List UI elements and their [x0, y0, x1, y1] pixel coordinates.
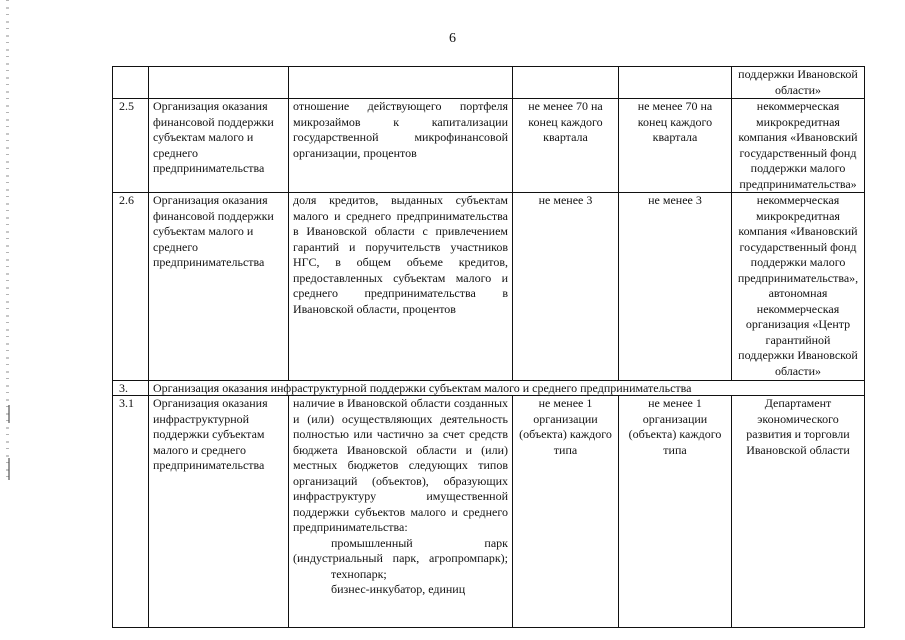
- section-header-row: [113, 381, 865, 396]
- cell-indicator: [289, 396, 513, 628]
- cell-responsible: некоммерческая микрокредитная компания «Ивановский государственный фонд поддержки малого предпринимательства»: [732, 99, 865, 193]
- cell-responsible: Департамент экономического развития и торговли Ивановской области: [732, 396, 865, 628]
- section-title: Организация оказания инфраструктурной поддержки субъектам малого и среднего предпринимательства: [149, 381, 865, 396]
- scan-margin-mark: [8, 405, 10, 423]
- cell-num: 3.1: [113, 396, 149, 628]
- indicator-item: (индустриальный парк, агропромпарк);: [293, 551, 508, 565]
- cell-responsible: поддержки Ивановской области»: [732, 67, 865, 99]
- cell-value1: не менее 1 организации (объекта) каждого типа: [513, 396, 619, 628]
- cell-indicator: [289, 67, 513, 99]
- cell-value2: не менее 70 на конец каждого квартала: [619, 99, 732, 193]
- cell-value1: не менее 3: [513, 193, 619, 381]
- indicators-table: [112, 66, 865, 628]
- table-row: [113, 193, 865, 381]
- table-row: [113, 99, 865, 193]
- cell-value1: [513, 67, 619, 99]
- cell-indicator: доля кредитов, выданных субъектам малого и среднего предпринимательства в Ивановской области с привлечением гарантий и поручительств участников НГС, в общем объеме кредитов, предоставленных субъектам малого и среднего предпринимательства в Ивановской области, процентов: [289, 193, 513, 381]
- indicator-item: бизнес-инкубатор, единиц: [331, 582, 466, 596]
- cell-num: [113, 67, 149, 99]
- cell-name: [149, 67, 289, 99]
- cell-value2: не менее 3: [619, 193, 732, 381]
- cell-responsible: некоммерческая микрокредитная компания «Ивановский государственный фонд поддержки малого предпринимательства», автономная некоммерческая организация «Центр гарантийной поддержки Ивановской области»: [732, 193, 865, 381]
- cell-value1: не менее 70 на конец каждого квартала: [513, 99, 619, 193]
- cell-name: Организация оказания финансовой поддержки субъектам малого и среднего предпринимательства: [149, 99, 289, 193]
- cell-name: Организация оказания финансовой поддержки субъектам малого и среднего предпринимательства: [149, 193, 289, 381]
- cell-num: 2.5: [113, 99, 149, 193]
- cell-value2: не менее 1 организации (объекта) каждого типа: [619, 396, 732, 628]
- cell-name: Организация оказания инфраструктурной поддержки субъектам малого и среднего предпринимательства: [149, 396, 289, 628]
- section-num: 3.: [113, 381, 149, 396]
- cell-num: 2.6: [113, 193, 149, 381]
- indicator-item: промышленный парк: [331, 535, 508, 550]
- indicator-item: технопарк;: [331, 566, 387, 581]
- table-row: [113, 396, 865, 628]
- table-row: [113, 67, 865, 99]
- cell-indicator: отношение действующего портфеля микрозаймов к капитализации государственной микрофинансовой организации, процентов: [289, 99, 513, 193]
- indicator-text: наличие в Ивановской области созданных и (или) осуществляющих деятельность полностью или частично за счет средств бюджета Ивановской области и (или) местных бюджетов следующих типов организаций (объектов), образующих инфраструктуру имущественной поддержки субъектов малого и среднего предпринимательства:: [293, 396, 508, 534]
- cell-value2: [619, 67, 732, 99]
- page-number: 6: [449, 31, 456, 46]
- scan-margin-mark: [8, 458, 10, 480]
